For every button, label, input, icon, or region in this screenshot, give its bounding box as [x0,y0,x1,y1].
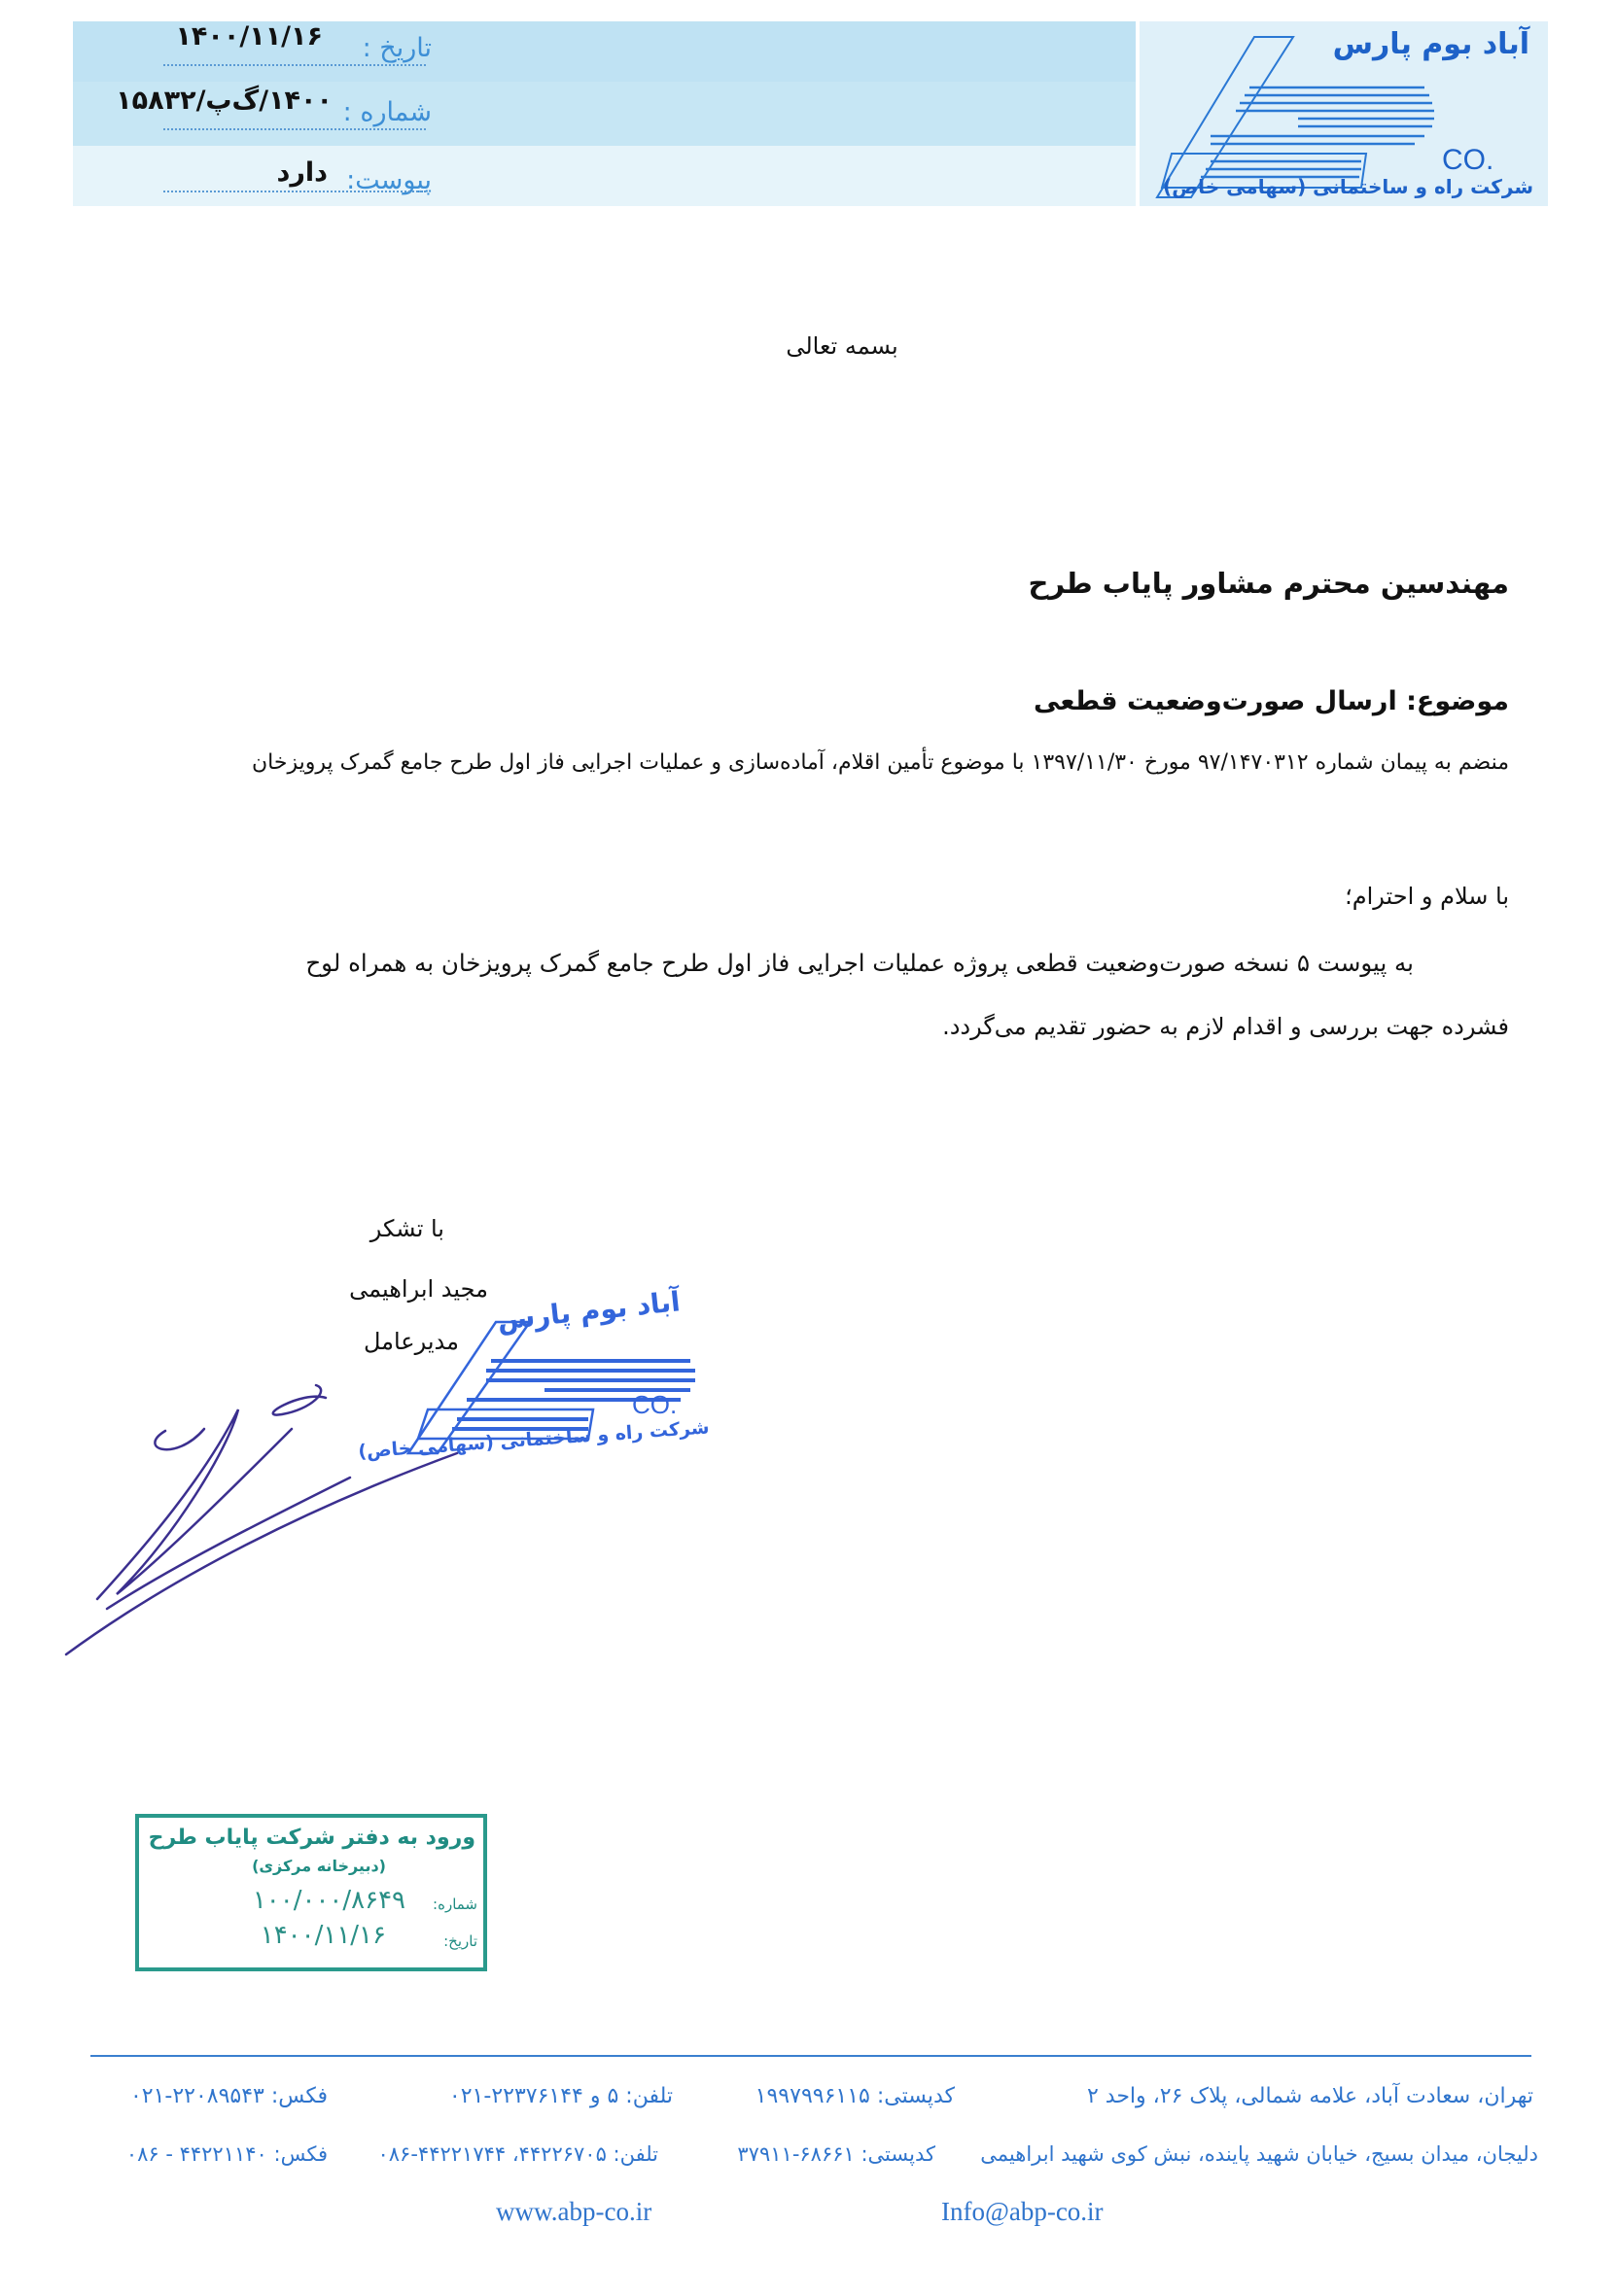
stamp-number-label: شماره: [433,1896,477,1913]
stamp-date-label: تاریخ: [443,1932,477,1950]
stamp-subtitle: (دبیرخانه مرکزی) [252,1857,386,1875]
signer-name: مجید ابراهیمی [349,1275,488,1303]
number-dotted-line [163,128,426,130]
seal-name: آباد بوم پارس [495,1285,683,1337]
footer-tehran-address: تهران، سعادت آباد، علامه شمالی، پلاک ۲۶، واحد ۲ [1086,2084,1533,2108]
logo-name: آباد بوم پارس [1332,27,1529,61]
reference-line: منضم به پیمان شماره ۹۷/۱۴۷۰۳۱۲ مورخ ۱۳۹۷/۱۱/۳۰ با موضوع تأمین اقلام، آماده‌سازی و عملیات اجرایی فاز اول طرح جامع گمرک پرویزخان [252,750,1509,775]
body-line-2: فشرده جهت بررسی و اقدام لازم به حضور تقدیم می‌گردد. [942,1013,1509,1040]
stamp-date-value: ۱۴۰۰/۱۱/۱۶ [260,1921,386,1950]
footer-tehran-phone: تلفن: ۵ و ۲۲۳۷۶۱۴۴-۰۲۱ [448,2084,673,2108]
header-band-row3 [73,146,1136,206]
stamp-number-value: ۱۰۰/۰۰۰/۸۶۴۹ [252,1886,405,1915]
signer-title: مدیرعامل [363,1328,459,1355]
attachment-dotted-line [163,191,426,192]
logo-subtitle: شرکت راه و ساختمانی (سهامی خاص) [1163,175,1533,198]
date-value: ۱۴۰۰/۱۱/۱۶ [175,21,323,52]
footer-divider [90,2055,1531,2057]
invocation: بسمه تعالی [786,332,898,360]
closing: با تشکر [369,1215,444,1242]
body-line-1: به پیوست ۵ نسخه صورت‌وضعیت قطعی پروژه عملیات اجرایی فاز اول طرح جامع گمرک پرویزخان به همراه لوح [305,949,1414,977]
logo-co: CO. [1442,144,1494,176]
attachment-label: پیوست: [346,165,432,195]
addressee: مهندسین محترم مشاور پایاب طرح [1028,567,1509,600]
footer-delijan-fax: فکس: ۴۴۲۲۱۱۴۰ - ۰۸۶ [125,2142,328,2166]
footer-email-link[interactable]: Info@abp-co.ir [941,2197,1104,2226]
date-label: تاریخ : [362,33,432,63]
stamp-title: ورود به دفتر شرکت پایاب طرح [148,1826,475,1850]
footer-delijan-address: دلیجان، میدان بسیج، خیابان شهید پاینده، نبش کوی شهید ابراهیمی [980,2142,1538,2166]
seal-subtitle: شرکت راه و ساختمانی (سهامی خاص) [357,1416,711,1463]
date-dotted-line [163,64,426,66]
footer-website-link[interactable]: www.abp-co.ir [496,2197,652,2226]
seal-co: CO. [632,1390,678,1419]
subject: موضوع: ارسال صورت‌وضعیت قطعی [1034,686,1509,716]
footer-tehran-fax: فکس: ۲۲۰۸۹۵۴۳-۰۲۱ [129,2084,328,2108]
signature-icon [58,1371,467,1662]
receipt-stamp [135,1814,487,1971]
footer-tehran-postal: کدپستی: ۱۹۹۷۹۹۶۱۱۵ [755,2084,955,2108]
attachment-value: دارد [276,157,328,188]
greeting: با سلام و احترام؛ [1345,883,1509,910]
company-logo [1152,27,1541,207]
number-value: ۱۴۰۰/گ‌پ/۱۵۸۳۲ [116,86,333,116]
footer-delijan-phone: تلفن: ۴۴۲۲۶۷۰۵، ۴۴۲۲۱۷۴۴-۰۸۶ [377,2142,658,2166]
footer-delijan-postal: کدپستی: ۶۸۶۶۱-۳۷۹۱۱ [737,2142,935,2166]
number-label: شماره : [342,97,432,127]
